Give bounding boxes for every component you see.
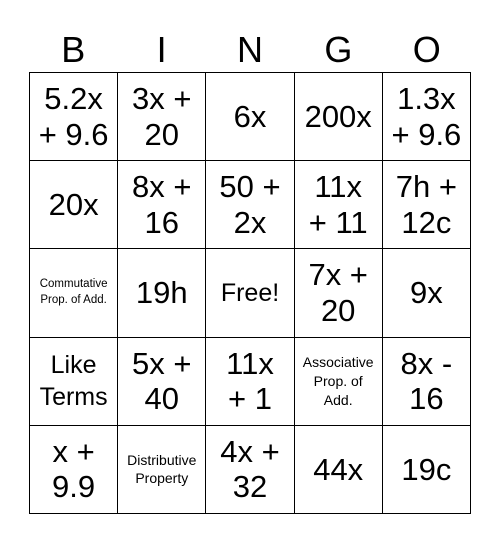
bingo-cell-r1-c5[interactable] xyxy=(383,73,471,161)
bingo-cell-label: 4x + 32 xyxy=(220,433,280,505)
bingo-cell-label: Associative Prop. of Add. xyxy=(302,353,374,408)
bingo-cell-label: Distributive Property xyxy=(127,451,197,487)
bingo-cell-r5-c5[interactable] xyxy=(383,426,471,514)
bingo-cell-label: 44x xyxy=(313,451,364,487)
bingo-cell-label: 200x xyxy=(304,98,372,134)
bingo-cell-label: 3x + 20 xyxy=(132,80,192,152)
bingo-header xyxy=(29,28,471,72)
bingo-cell-r2-c2[interactable] xyxy=(118,161,206,249)
bingo-cell-label: 8x - 16 xyxy=(400,345,453,417)
bingo-cell-label: x + 9.9 xyxy=(52,433,96,505)
bingo-cell-r5-c2[interactable] xyxy=(118,426,206,514)
bingo-cell-r4-c3[interactable] xyxy=(206,338,294,426)
bingo-cell-r4-c2[interactable] xyxy=(118,338,206,426)
free-space-cell[interactable] xyxy=(206,249,294,337)
bingo-cell-label: 20x xyxy=(48,186,99,222)
bingo-cell-r2-c4[interactable] xyxy=(295,161,383,249)
bingo-cell-r5-c1[interactable] xyxy=(30,426,118,514)
bingo-cell-label: 50 + 2x xyxy=(219,169,281,240)
header-letter-o: O xyxy=(412,29,441,70)
bingo-cell-label: 11x + 1 xyxy=(226,345,274,417)
bingo-cell-r2-c3[interactable] xyxy=(206,161,294,249)
bingo-cell-r5-c4[interactable] xyxy=(295,426,383,514)
bingo-cell-r1-c3[interactable] xyxy=(206,73,294,161)
header-letter-i: I xyxy=(156,29,167,70)
bingo-cell-r1-c4[interactable] xyxy=(295,73,383,161)
bingo-cell-r3-c4[interactable] xyxy=(295,249,383,337)
bingo-cell-r5-c3[interactable] xyxy=(206,426,294,514)
bingo-cell-label: 7h + 12c xyxy=(395,169,457,240)
header-letter-n: N xyxy=(236,29,263,70)
bingo-cell-r2-c5[interactable] xyxy=(383,161,471,249)
bingo-cell-r3-c1[interactable] xyxy=(30,249,118,337)
bingo-cell-label: Like Terms xyxy=(39,350,108,412)
bingo-cell-r3-c5[interactable] xyxy=(383,249,471,337)
bingo-cell-label: 5x + 40 xyxy=(132,345,192,417)
bingo-cell-label: 11x + 11 xyxy=(308,169,368,240)
bingo-cell-r4-c1[interactable] xyxy=(30,338,118,426)
bingo-cell-r4-c4[interactable] xyxy=(295,338,383,426)
bingo-cell-label: 19h xyxy=(135,275,188,311)
header-letter-b: B xyxy=(61,29,86,70)
bingo-cell-label: 8x + 16 xyxy=(132,169,192,240)
bingo-cell-label: 9x xyxy=(410,275,443,311)
header-letter-g: G xyxy=(324,29,353,70)
bingo-card-grid xyxy=(29,72,471,514)
bingo-cell-label: Free! xyxy=(220,278,280,307)
bingo-cell-r1-c2[interactable] xyxy=(118,73,206,161)
bingo-cell-label: 6x xyxy=(233,98,267,134)
bingo-cell-label: 7x + 20 xyxy=(308,257,368,328)
bingo-cell-label: Commutative Prop. of Add. xyxy=(39,278,108,306)
bingo-cell-r1-c1[interactable] xyxy=(30,73,118,161)
bingo-cell-label: 1.3x + 9.6 xyxy=(391,80,462,152)
bingo-cell-r2-c1[interactable] xyxy=(30,161,118,249)
bingo-cell-r3-c2[interactable] xyxy=(118,249,206,337)
bingo-cell-label: 5.2x + 9.6 xyxy=(38,80,109,152)
bingo-cell-r4-c5[interactable] xyxy=(383,338,471,426)
bingo-cell-label: 19c xyxy=(401,451,452,487)
